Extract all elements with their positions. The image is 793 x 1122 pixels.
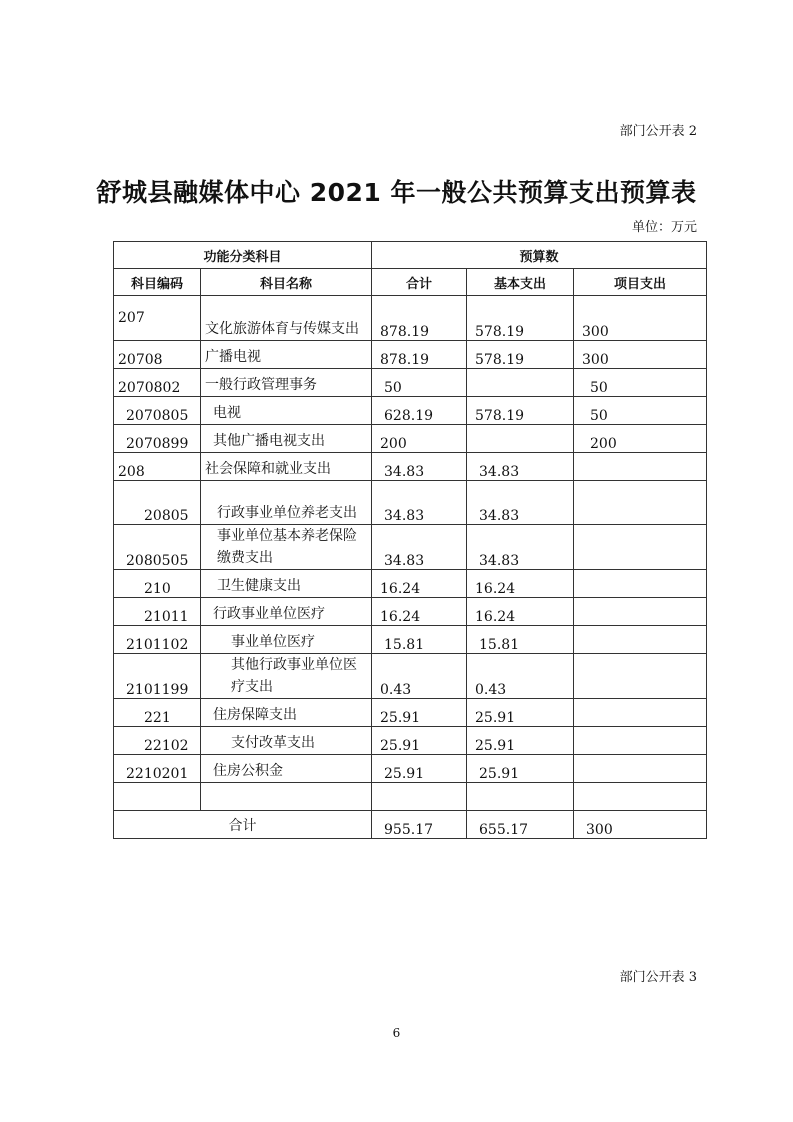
row-total: 34.83: [372, 525, 467, 570]
column-header-basic: 基本支出: [467, 269, 574, 296]
page-number: 6: [392, 1026, 401, 1040]
row-total: 628.19: [372, 397, 467, 425]
row-name: [201, 783, 372, 811]
subject-group-header: 功能分类科目: [114, 242, 372, 269]
row-total: 878.19: [372, 296, 467, 341]
row-name: 事业单位医疗: [201, 626, 372, 654]
row-total: 25.91: [372, 727, 467, 755]
total-row-project: 300: [574, 811, 707, 839]
row-project: [574, 453, 707, 481]
row-basic: 34.83: [467, 481, 574, 525]
page-label-top: 部门公开表 2: [619, 124, 697, 139]
row-code: 20708: [114, 341, 201, 369]
row-code: 2210201: [114, 755, 201, 783]
row-project: 300: [574, 296, 707, 341]
row-project: [574, 654, 707, 699]
row-name: 其他行政事业单位医疗支出: [201, 654, 372, 699]
row-name: 事业单位基本养老保险缴费支出: [201, 525, 372, 570]
table-row: [114, 727, 707, 755]
row-code: 2101199: [114, 654, 201, 699]
row-name: 广播电视: [201, 341, 372, 369]
row-project: [574, 783, 707, 811]
row-project: [574, 727, 707, 755]
table-row: [114, 425, 707, 453]
row-total: 50: [372, 369, 467, 397]
row-basic: 16.24: [467, 570, 574, 598]
row-name: 其他广播电视支出: [201, 425, 372, 453]
row-project: 50: [574, 369, 707, 397]
row-code: 2080505: [114, 525, 201, 570]
table-row: [114, 397, 707, 425]
row-total: 878.19: [372, 341, 467, 369]
row-project: [574, 481, 707, 525]
row-basic: [467, 783, 574, 811]
row-project: [574, 755, 707, 783]
row-total: [372, 783, 467, 811]
row-basic: 0.43: [467, 654, 574, 699]
row-name: 住房保障支出: [201, 699, 372, 727]
row-code: 221: [114, 699, 201, 727]
row-total: 25.91: [372, 755, 467, 783]
row-code: 2101102: [114, 626, 201, 654]
row-code: 2070802: [114, 369, 201, 397]
row-project: 200: [574, 425, 707, 453]
row-project: [574, 525, 707, 570]
column-header-name: 科目名称: [201, 269, 372, 296]
table-row: [114, 481, 707, 525]
row-basic: 25.91: [467, 699, 574, 727]
row-project: 300: [574, 341, 707, 369]
table-row: [114, 626, 707, 654]
row-project: [574, 570, 707, 598]
table-row-empty: [114, 783, 707, 811]
row-name: 行政事业单位养老支出: [201, 481, 372, 525]
row-total: 16.24: [372, 598, 467, 626]
row-basic: 16.24: [467, 598, 574, 626]
row-basic: 578.19: [467, 296, 574, 341]
budget-group-header: 预算数: [372, 242, 707, 269]
row-basic: 15.81: [467, 626, 574, 654]
column-header-total: 合计: [372, 269, 467, 296]
row-name: 文化旅游体育与传媒支出: [201, 296, 372, 341]
table-row: [114, 453, 707, 481]
row-code: 2070899: [114, 425, 201, 453]
row-code: 207: [114, 296, 201, 341]
table-row: [114, 699, 707, 727]
row-name: 支付改革支出: [201, 727, 372, 755]
row-basic: 34.83: [467, 453, 574, 481]
row-code: [114, 783, 201, 811]
row-name: 电视: [201, 397, 372, 425]
row-project: [574, 598, 707, 626]
table-row: [114, 654, 707, 699]
total-row: [114, 811, 707, 839]
total-row-basic: 655.17: [467, 811, 574, 839]
budget-table: [113, 241, 707, 839]
unit-label: 单位：万元: [631, 220, 697, 235]
row-total: 0.43: [372, 654, 467, 699]
row-code: 210: [114, 570, 201, 598]
row-total: 25.91: [372, 699, 467, 727]
row-basic: 25.91: [467, 727, 574, 755]
row-name: 一般行政管理事务: [201, 369, 372, 397]
row-basic: [467, 369, 574, 397]
row-total: 34.83: [372, 453, 467, 481]
row-project: 50: [574, 397, 707, 425]
table-row: [114, 570, 707, 598]
row-total: 200: [372, 425, 467, 453]
page-title: 舒城县融媒体中心 2021 年一般公共预算支出预算表: [96, 178, 697, 207]
row-basic: [467, 425, 574, 453]
row-name: 行政事业单位医疗: [201, 598, 372, 626]
table-row: [114, 369, 707, 397]
row-code: 21011: [114, 598, 201, 626]
row-code: 22102: [114, 727, 201, 755]
row-total: 15.81: [372, 626, 467, 654]
row-basic: 25.91: [467, 755, 574, 783]
row-code: 20805: [114, 481, 201, 525]
table-row: [114, 341, 707, 369]
table-row: [114, 296, 707, 341]
column-header-project: 项目支出: [574, 269, 707, 296]
row-name: 社会保障和就业支出: [201, 453, 372, 481]
next-table-label: 部门公开表 3: [619, 970, 697, 985]
row-code: 2070805: [114, 397, 201, 425]
row-total: 16.24: [372, 570, 467, 598]
column-header-code: 科目编码: [114, 269, 201, 296]
table-row: [114, 755, 707, 783]
row-project: [574, 626, 707, 654]
total-row-label: 合计: [114, 811, 372, 839]
row-total: 34.83: [372, 481, 467, 525]
row-project: [574, 699, 707, 727]
row-basic: 578.19: [467, 397, 574, 425]
total-row-total: 955.17: [372, 811, 467, 839]
table-row: [114, 525, 707, 570]
row-name: 卫生健康支出: [201, 570, 372, 598]
table-row: [114, 598, 707, 626]
row-name: 住房公积金: [201, 755, 372, 783]
row-code: 208: [114, 453, 201, 481]
row-basic: 578.19: [467, 341, 574, 369]
row-basic: 34.83: [467, 525, 574, 570]
